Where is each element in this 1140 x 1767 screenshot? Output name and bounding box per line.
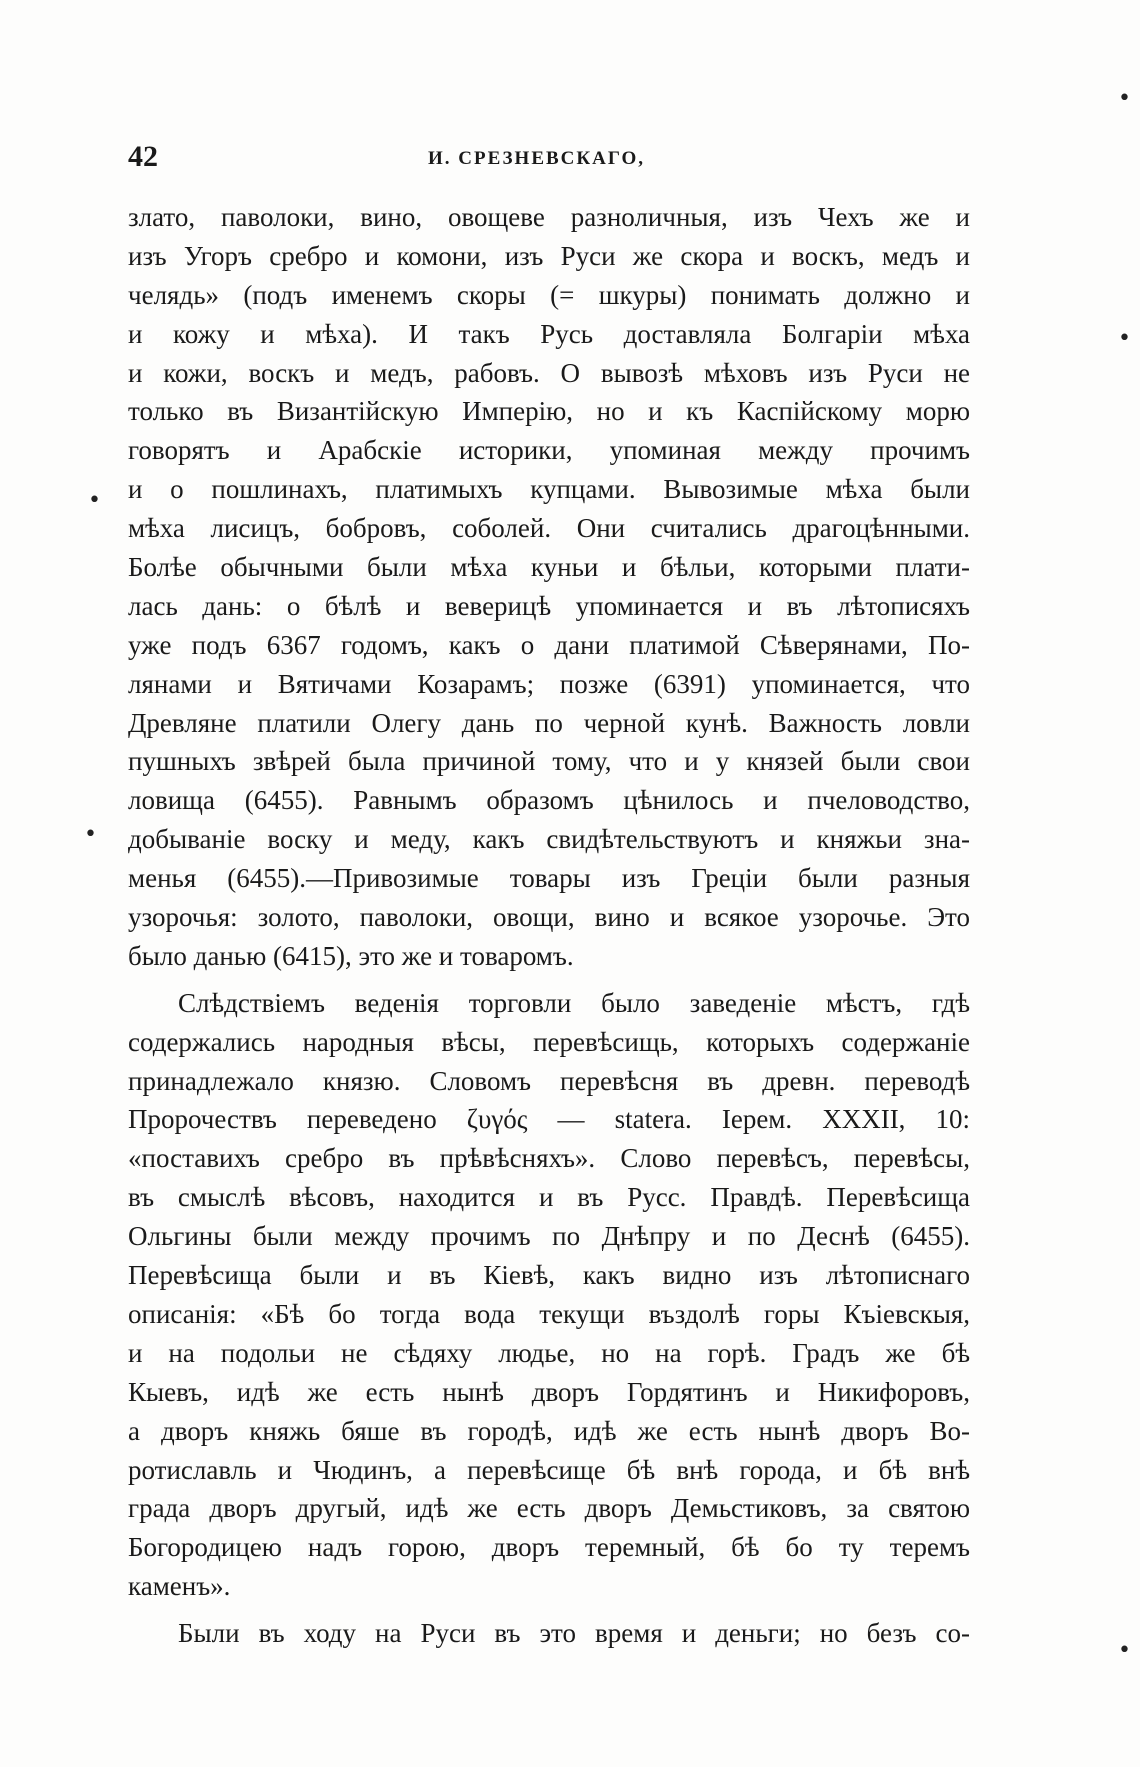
text-line: Перевѣсища были и въ Кіевѣ, какъ видно изъ лѣтописнаго: [128, 1260, 970, 1291]
text-line: Слѣдствіемъ веденія торговли было заведеніе мѣстъ, гдѣ: [178, 987, 970, 1018]
text-line: было данью (6415), это же и товаромъ.: [128, 940, 574, 971]
text-line: челядь» (подъ именемъ скоры (= шкуры) понимать должно и: [128, 279, 970, 310]
text-line: мѣха лисицъ, бобровъ, соболей. Они считались драгоцѣнными.: [128, 513, 970, 544]
text-line: Пророчествъ переведено ζυγός — statera. Іерем. XXXII, 10:: [128, 1104, 970, 1135]
paragraph-1: [128, 198, 970, 976]
text-line: ротиславль и Чюдинъ, а перевѣсище бѣ внѣ города, и бѣ внѣ: [128, 1454, 970, 1485]
paragraph-3: [128, 1614, 970, 1653]
margin-mark: •: [1118, 1638, 1131, 1663]
text-line: содержались народныя вѣсы, перевѣсищь, которыхъ содержаніе: [128, 1026, 970, 1057]
margin-mark: •: [88, 488, 101, 513]
text-line: въ смыслѣ вѣсовъ, находится и въ Русс. Правдѣ. Перевѣсища: [128, 1182, 970, 1213]
margin-mark: •: [84, 822, 97, 847]
text-line: принадлежало князю. Словомъ перевѣсня въ древн. переводѣ: [128, 1065, 970, 1096]
text-line: менья (6455).—Привозимые товары изъ Греціи были разныя: [128, 863, 970, 894]
text-line: только въ Византійскую Имперію, но и къ Каспійскому морю: [128, 396, 970, 427]
text-line: описанія: «Бѣ бо тогда вода текущи въздолѣ горы Къіевскыя,: [128, 1298, 970, 1329]
page-header: [128, 140, 970, 180]
text-line: узорочья: золото, паволоки, овощи, вино и всякое узорочье. Это: [128, 902, 970, 933]
text-line: лянами и Вятичами Козарамъ; позже (6391) упоминается, что: [128, 668, 970, 699]
page-number: 42: [128, 140, 158, 173]
body-text: [128, 198, 970, 1653]
text-line: и на подольи не сѣдяху людье, но на горѣ. Градъ же бѣ: [128, 1337, 970, 1368]
text-line: и кожи, воскъ и медъ, рабовъ. О вывозѣ мѣховъ изъ Руси не: [128, 357, 970, 388]
text-line: злато, паволоки, вино, овощеве разноличныя, изъ Чехъ же и: [128, 202, 970, 232]
text-line: Кыевъ, идѣ же есть нынѣ дворъ Гордятинъ и Никифоровъ,: [128, 1376, 970, 1407]
text-line: града дворъ другый, идѣ же есть дворъ Демьстиковъ, за святою: [128, 1493, 970, 1524]
text-line: Древляне платили Олегу дань по черной кунѣ. Важность ловли: [128, 707, 970, 738]
text-line: говорятъ и Арабскіе историки, упоминая между прочимъ: [128, 435, 970, 466]
text-line: Ольгины были между прочимъ по Днѣпру и по Деснѣ (6455).: [128, 1221, 970, 1252]
text-line: лась дань: о бѣлѣ и веверицѣ упоминается и въ лѣтописяхъ: [128, 590, 970, 621]
text-line: и кожу и мѣха). И такъ Русь доставляла Болгаріи мѣха: [128, 318, 970, 349]
text-line: и о пошлинахъ, платимыхъ купцами. Вывозимые мѣха были: [128, 474, 970, 505]
text-line: Болѣе обычными были мѣха куньи и бѣльи, которыми плати-: [128, 552, 970, 583]
paragraph-2: [128, 984, 970, 1606]
text-line: добываніе воску и меду, какъ свидѣтельствуютъ и княжьи зна-: [128, 824, 970, 855]
text-line: Богородицею надъ горою, дворъ теремный, бѣ бо ту теремъ: [128, 1532, 970, 1563]
running-head: И. СРЕЗНЕВСКАГО,: [428, 148, 646, 169]
margin-mark: •: [1118, 86, 1131, 111]
margin-mark: •: [1118, 326, 1131, 351]
text-line: пушныхъ звѣрей была причиной тому, что и у князей были свои: [128, 746, 970, 777]
text-line: уже подъ 6367 годомъ, какъ о дани платимой Сѣверянами, По-: [128, 629, 970, 660]
text-line: ловища (6455). Равнымъ образомъ цѣнилось и пчеловодство,: [128, 785, 970, 816]
text-line: Были въ ходу на Руси въ это время и деньги; но безъ со-: [178, 1618, 970, 1649]
text-line: каменъ».: [128, 1571, 231, 1602]
text-line: «поставихъ сребро въ прѣвѣсняхъ». Слово перевѣсъ, перевѣсы,: [128, 1143, 970, 1174]
text-line: а дворъ княжь бяше въ городѣ, идѣ же есть нынѣ дворъ Во-: [128, 1415, 970, 1446]
text-line: изъ Угоръ сребро и комони, изъ Руси же скора и воскъ, медъ и: [128, 240, 970, 271]
